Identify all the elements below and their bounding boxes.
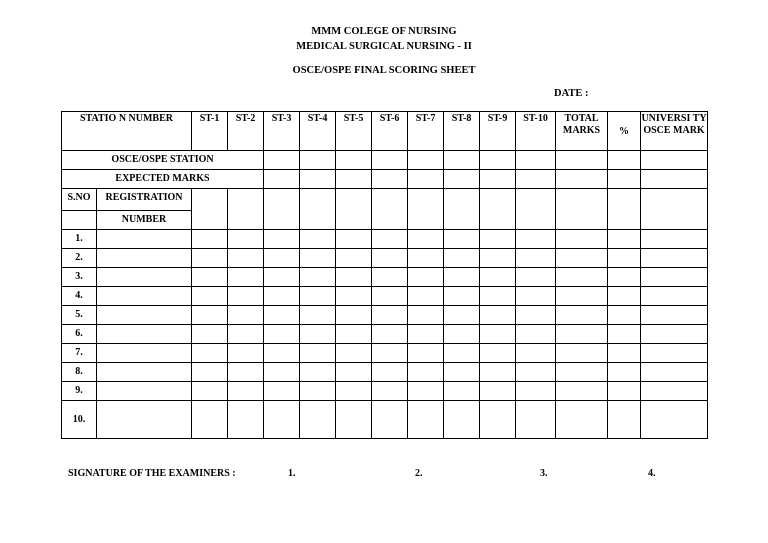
cell[interactable] [408,230,444,249]
cell[interactable] [444,268,480,287]
cell[interactable] [264,306,300,325]
row-number: 5. [62,306,97,325]
cell[interactable] [228,249,264,268]
cell[interactable] [608,287,641,306]
cell[interactable] [556,344,608,363]
cell[interactable] [480,363,516,382]
registration-header-row [62,189,708,211]
cell[interactable] [408,249,444,268]
station-header: ST-10 [516,112,556,151]
cell[interactable] [264,249,300,268]
cell[interactable] [516,287,556,306]
cell[interactable] [372,306,408,325]
cell[interactable] [608,401,641,439]
cell[interactable] [336,151,372,170]
registration-cell[interactable] [97,306,192,325]
cell[interactable] [264,363,300,382]
cell[interactable] [480,189,516,230]
percent-header: % [608,112,641,151]
cell[interactable] [372,344,408,363]
cell[interactable] [480,268,516,287]
cell[interactable] [300,382,336,401]
cell[interactable] [300,325,336,344]
row-number: 2. [62,249,97,268]
cell[interactable] [641,344,708,363]
cell[interactable] [300,344,336,363]
cell[interactable] [192,268,228,287]
cell[interactable] [556,325,608,344]
station-header: ST-2 [228,112,264,151]
cell[interactable] [516,151,556,170]
osce-station-label: OSCE/OSPE STATION [62,151,264,170]
cell[interactable] [372,287,408,306]
cell[interactable] [444,170,480,189]
row-number: 10. [62,401,97,439]
row-number: 9. [62,382,97,401]
table-row [62,401,708,439]
table-row [62,287,708,306]
cell[interactable] [264,151,300,170]
cell[interactable] [480,287,516,306]
cell[interactable] [264,170,300,189]
cell[interactable] [444,151,480,170]
cell[interactable] [444,249,480,268]
cell[interactable] [372,249,408,268]
cell[interactable] [608,344,641,363]
cell[interactable] [444,382,480,401]
signature-slot-4: 4. [648,468,656,479]
cell[interactable] [192,382,228,401]
cell[interactable] [608,189,641,230]
cell[interactable] [480,151,516,170]
cell[interactable] [228,268,264,287]
registration-cell[interactable] [97,268,192,287]
signature-slot-1: 1. [288,468,296,479]
cell[interactable] [556,268,608,287]
cell[interactable] [192,249,228,268]
cell[interactable] [556,170,608,189]
cell[interactable] [408,306,444,325]
cell[interactable] [641,268,708,287]
cell[interactable] [192,189,228,230]
cell[interactable] [608,249,641,268]
cell[interactable] [444,287,480,306]
cell[interactable] [228,230,264,249]
cell[interactable] [336,287,372,306]
cell[interactable] [336,363,372,382]
cell[interactable] [264,230,300,249]
cell[interactable] [444,363,480,382]
cell[interactable] [192,230,228,249]
cell[interactable] [408,189,444,230]
cell[interactable] [608,170,641,189]
cell[interactable] [228,325,264,344]
cell[interactable] [300,230,336,249]
cell[interactable] [336,230,372,249]
cell[interactable] [641,151,708,170]
cell[interactable] [480,382,516,401]
cell[interactable] [641,363,708,382]
cell[interactable] [641,189,708,230]
cell[interactable] [608,306,641,325]
signature-slot-3: 3. [540,468,548,479]
cell[interactable] [372,401,408,439]
cell[interactable] [264,189,300,230]
cell[interactable] [641,382,708,401]
scoring-table [61,111,708,439]
signature-slot-2: 2. [415,468,423,479]
cell[interactable] [480,306,516,325]
cell[interactable] [228,344,264,363]
cell[interactable] [408,382,444,401]
cell[interactable] [608,230,641,249]
registration-header: REGISTRATION [97,189,192,211]
cell[interactable] [480,401,516,439]
cell[interactable] [336,268,372,287]
cell[interactable] [608,268,641,287]
cell[interactable] [336,325,372,344]
cell[interactable] [372,151,408,170]
college-name: MMM COLEGE OF NURSING [311,26,457,37]
registration-cell[interactable] [97,287,192,306]
header-row [62,112,708,151]
cell[interactable] [300,249,336,268]
cell[interactable] [516,268,556,287]
cell[interactable] [408,344,444,363]
cell[interactable] [408,151,444,170]
cell[interactable] [264,325,300,344]
cell[interactable] [516,306,556,325]
station-header: ST-1 [192,112,228,151]
cell[interactable] [556,189,608,230]
cell[interactable] [516,230,556,249]
cell[interactable] [556,230,608,249]
cell[interactable] [228,401,264,439]
cell[interactable] [336,344,372,363]
cell[interactable] [556,151,608,170]
cell[interactable] [192,287,228,306]
cell[interactable] [556,363,608,382]
cell[interactable] [444,344,480,363]
cell[interactable] [641,325,708,344]
cell[interactable] [608,151,641,170]
cell[interactable] [300,287,336,306]
cell[interactable] [480,325,516,344]
cell[interactable] [608,382,641,401]
table-row [62,306,708,325]
sno-header-cont [62,211,97,230]
cell[interactable] [372,268,408,287]
cell[interactable] [516,189,556,230]
cell[interactable] [408,287,444,306]
cell[interactable] [444,401,480,439]
cell[interactable] [516,170,556,189]
station-header: ST-8 [444,112,480,151]
cell[interactable] [192,344,228,363]
cell[interactable] [336,401,372,439]
cell[interactable] [408,363,444,382]
date-label: DATE : [554,88,589,99]
station-row [62,151,708,170]
cell[interactable] [408,170,444,189]
cell[interactable] [516,344,556,363]
expected-marks-label: EXPECTED MARKS [62,170,264,189]
subject-title: MEDICAL SURGICAL NURSING - II [296,41,472,52]
cell[interactable] [336,249,372,268]
cell[interactable] [300,189,336,230]
cell[interactable] [556,382,608,401]
cell[interactable] [336,189,372,230]
cell[interactable] [480,230,516,249]
cell[interactable] [192,306,228,325]
cell[interactable] [372,382,408,401]
cell[interactable] [516,325,556,344]
registration-cell[interactable] [97,401,192,439]
cell[interactable] [641,287,708,306]
row-number: 4. [62,287,97,306]
cell[interactable] [300,268,336,287]
cell[interactable] [516,401,556,439]
station-number-header: STATIO N NUMBER [62,112,192,151]
cell[interactable] [608,325,641,344]
cell[interactable] [192,401,228,439]
cell[interactable] [372,189,408,230]
cell[interactable] [641,306,708,325]
cell[interactable] [516,249,556,268]
cell[interactable] [372,363,408,382]
cell[interactable] [480,344,516,363]
expected-marks-row [62,170,708,189]
cell[interactable] [480,249,516,268]
number-header: NUMBER [97,211,192,230]
cell[interactable] [408,268,444,287]
cell[interactable] [556,249,608,268]
cell[interactable] [556,401,608,439]
cell[interactable] [556,306,608,325]
university-mark-header: UNIVERSI TY OSCE MARK [641,112,708,151]
table-row [62,249,708,268]
cell[interactable] [516,363,556,382]
station-header: ST-5 [336,112,372,151]
cell[interactable] [228,306,264,325]
cell[interactable] [608,363,641,382]
total-marks-header: TOTAL MARKS [556,112,608,151]
cell[interactable] [300,401,336,439]
table-row [62,268,708,287]
table-row [62,230,708,249]
cell[interactable] [444,189,480,230]
cell[interactable] [372,325,408,344]
cell[interactable] [556,287,608,306]
cell[interactable] [641,401,708,439]
cell[interactable] [408,401,444,439]
cell[interactable] [264,401,300,439]
cell[interactable] [444,306,480,325]
signature-label: SIGNATURE OF THE EXAMINERS : [68,468,236,479]
cell[interactable] [264,268,300,287]
row-number: 7. [62,344,97,363]
station-header: ST-7 [408,112,444,151]
cell[interactable] [300,170,336,189]
table-row [62,382,708,401]
cell[interactable] [336,382,372,401]
cell[interactable] [228,382,264,401]
station-header: ST-6 [372,112,408,151]
cell[interactable] [372,170,408,189]
cell[interactable] [444,230,480,249]
row-number: 3. [62,268,97,287]
cell[interactable] [336,306,372,325]
cell[interactable] [300,151,336,170]
table-row [62,344,708,363]
registration-cell[interactable] [97,363,192,382]
cell[interactable] [192,325,228,344]
registration-cell[interactable] [97,382,192,401]
cell[interactable] [228,189,264,230]
cell[interactable] [444,325,480,344]
row-number: 6. [62,325,97,344]
registration-cell[interactable] [97,325,192,344]
cell[interactable] [641,249,708,268]
cell[interactable] [192,363,228,382]
cell[interactable] [480,170,516,189]
cell[interactable] [516,382,556,401]
table-row [62,363,708,382]
cell[interactable] [228,287,264,306]
cell[interactable] [264,382,300,401]
station-header: ST-4 [300,112,336,151]
cell[interactable] [300,363,336,382]
cell[interactable] [408,325,444,344]
sno-header: S.NO [62,189,97,211]
cell[interactable] [300,306,336,325]
row-number: 8. [62,363,97,382]
sheet-title: OSCE/OSPE FINAL SCORING SHEET [292,65,476,76]
cell[interactable] [641,170,708,189]
cell[interactable] [372,230,408,249]
cell[interactable] [264,287,300,306]
row-number: 1. [62,230,97,249]
cell[interactable] [641,230,708,249]
cell[interactable] [264,344,300,363]
registration-cell[interactable] [97,344,192,363]
table-row [62,325,708,344]
cell[interactable] [228,363,264,382]
station-header: ST-9 [480,112,516,151]
registration-cell[interactable] [97,230,192,249]
registration-cell[interactable] [97,249,192,268]
station-header: ST-3 [264,112,300,151]
cell[interactable] [336,170,372,189]
